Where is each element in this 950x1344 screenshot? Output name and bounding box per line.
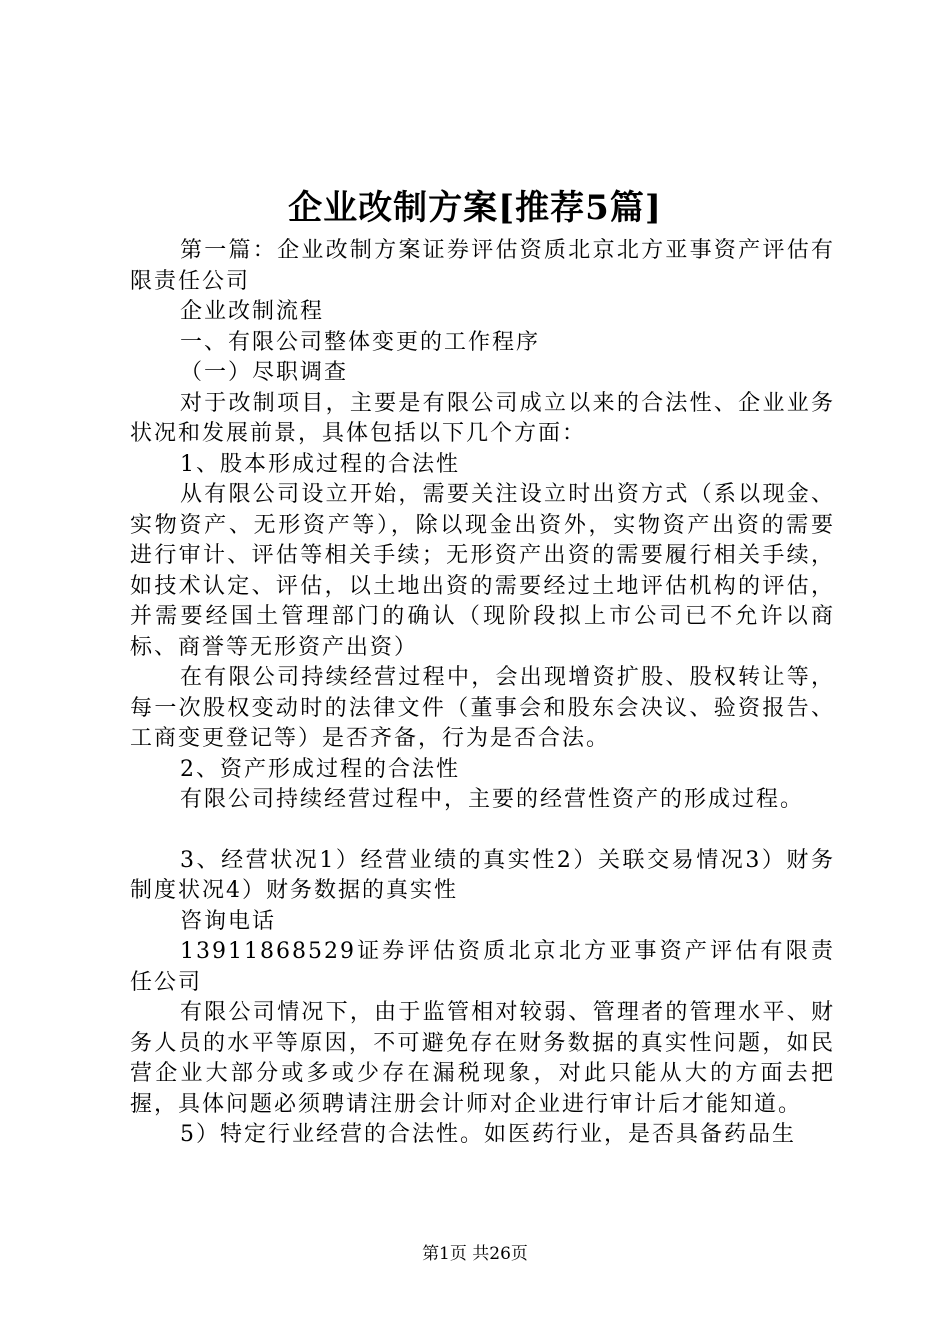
paragraph-2: 企业改制流程 bbox=[180, 299, 325, 324]
paragraph-9: 2、资产形成过程的合法性 bbox=[180, 756, 460, 782]
document-title: 企业改制方案[推荐5篇] bbox=[288, 188, 662, 228]
paragraph-14: 有限公司情况下，由于监管相对较弱、管理者的管理水平、财务人员的水平等原因，不可避免存在财务数据的真实性问题，如民营企业大部分或多或少存在漏税现象，对此只能从大的方面去把握，具体问题必须聘请注册会计师对企业进行审计后才能知道。 bbox=[130, 1000, 835, 1117]
paragraph-13: 13911868529证券评估资质北京北方亚事资产评估有限责任公司 bbox=[130, 939, 835, 995]
paragraph-15: 5）特定行业经营的合法性。如医药行业，是否具备药品生 bbox=[180, 1122, 796, 1147]
paragraph-3: 一、有限公司整体变更的工作程序 bbox=[180, 329, 541, 355]
paragraph-4: （一）尽职调查 bbox=[180, 360, 349, 385]
page-number-footer: 第1页 共26页 bbox=[422, 1244, 528, 1264]
paragraph-5: 对于改制项目，主要是有限公司成立以来的合法性、企业业务状况和发展前景，具体包括以下几个方面： bbox=[130, 390, 835, 446]
document-body bbox=[130, 236, 835, 1151]
paragraph-7: 从有限公司设立开始，需要关注设立时出资方式（系以现金、实物资产、无形资产等），除以现金出资外，实物资产出资的需要进行审计、评估等相关手续；无形资产出资的需要履行相关手续，如技术认定、评估，以土地出资的需要经过土地评估机构的评估，并需要经国土管理部门的确认（现阶段拟上市公司已不允许以商标、商誉等无形资产出资） bbox=[130, 482, 835, 660]
paragraph-6: 1、股本形成过程的合法性 bbox=[180, 451, 460, 477]
paragraph-1: 第一篇：企业改制方案证券评估资质北京北方亚事资产评估有限责任公司 bbox=[130, 238, 835, 294]
paragraph-8: 在有限公司持续经营过程中，会出现增资扩股、股权转让等，每一次股权变动时的法律文件（董事会和股东会决议、验资报告、工商变更登记等）是否齐备，行为是否合法。 bbox=[130, 665, 835, 751]
paragraph-12: 咨询电话 bbox=[180, 908, 277, 934]
paragraph-11: 3、经营状况1）经营业绩的真实性2）关联交易情况3）财务制度状况4）财务数据的真实性 bbox=[130, 847, 835, 903]
paragraph-10: 有限公司持续经营过程中，主要的经营性资产的形成过程。 bbox=[180, 787, 805, 812]
